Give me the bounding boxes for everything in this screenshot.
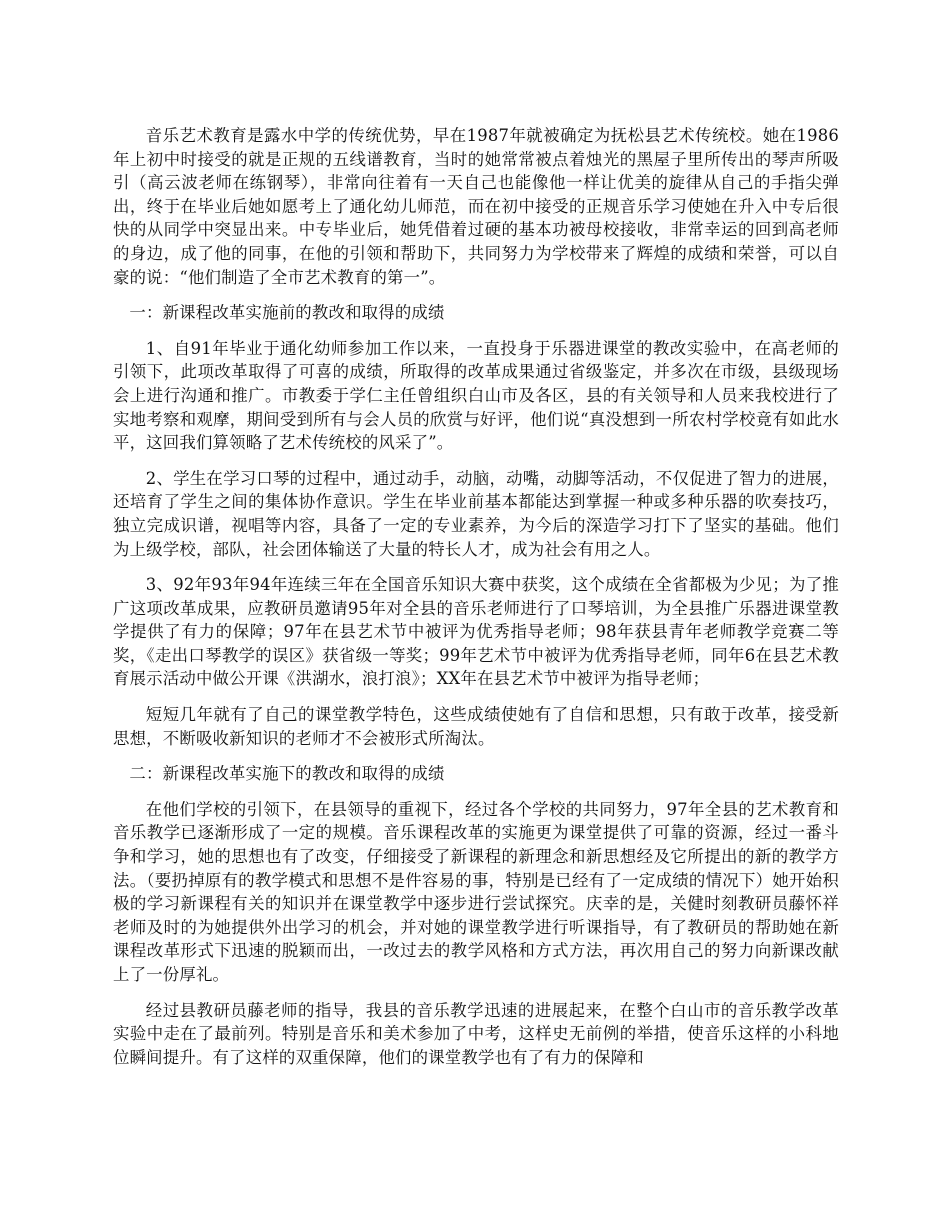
document-page xyxy=(113,124,839,1081)
section-heading-1: 一：新课程改革实施前的教改和取得的成绩 xyxy=(129,303,445,323)
section-1-paragraph-4: 短短几年就有了自己的课堂教学特色，这些成绩使她有了自信和思想，只有敢于改革，接受新思想，不断吸收新知识的老师才不会被形式所淘汰。 xyxy=(113,705,839,748)
section-1-paragraph-2: 2、学生在学习口琴的过程中，通过动手，动脑，动嘴，动脚等活动，不仅促进了智力的进展，还培育了学生之间的集体协作意识。学生在毕业前基本都能达到掌握一种或多种乐器的吹奏技巧，独立完成识谱，视唱等内容，具备了一定的专业素养，为今后的深造学习打下了坚实的基础。他们为上级学校，部队，社会团体输送了大量的特长人才，成为社会有用之人。 xyxy=(113,468,839,559)
intro-paragraph: 音乐艺术教育是露水中学的传统优势，早在1987年就被确定为抚松县艺术传统校。她在1986年上初中时接受的就是正规的五线谱教育，当时的她常常被点着烛光的黑屋子里所传出的琴声所吸引（高云波老师在练钢琴），非常向往着有一天自己也能像他一样让优美的旋律从自己的手指尖弹出，终于在毕业后她如愿考上了通化幼儿师范，而在初中接受的正规音乐学习使她在升入中专后很快的从同学中突显出来。中专毕业后，她凭借着过硬的基本功被母校接收，非常幸运的回到高老师的身边，成了他的同事，在他的引领和帮助下，共同努力为学校带来了辉煌的成绩和荣誉，可以自豪的说：“他们制造了全市艺术教育的第一”。 xyxy=(113,126,839,287)
section-1-paragraph-3: 3、92年93年94年连续三年在全国音乐知识大赛中获奖，这个成绩在全省都极为少见；为了推广这项改革成果，应教研员邀请95年对全县的音乐老师进行了口琴培训，为全县推广乐器进课堂教学提供了有力的保障；97年在县艺术节中被评为优秀指导老师；98年获县青年老师教学竞赛二等奖，《走出口琴教学的误区》获省级一等奖；99年艺术节中被评为优秀指导老师，同年6在县艺术教育展示活动中做公开课《洪湖水，浪打浪》；XX年在县艺术节中被评为指导老师； xyxy=(113,575,839,689)
section-heading-2: 二：新课程改革实施下的教改和取得的成绩 xyxy=(129,764,445,784)
section-2-paragraph-2: 经过县教研员藤老师的指导，我县的音乐教学迅速的进展起来，在整个白山市的音乐教学改革实验中走在了最前列。特别是音乐和美术参加了中考，这样史无前例的举措，使音乐这样的小科地位瞬间提升。有了这样的双重保障，他们的课堂教学也有了有力的保障和 xyxy=(113,1000,839,1067)
section-1-paragraph-1: 1、自91年毕业于通化幼师参加工作以来，一直投身于乐器进课堂的教改实验中，在高老师的引领下，此项改革取得了可喜的成绩，所取得的改革成果通过省级鉴定，并多次在市级，县级现场会上进行沟通和推广。市教委于学仁主任曾组织白山市及各区，县的有关领导和人员来我校进行了实地考察和观摩，期间受到所有与会人员的欣赏与好评，他们说“真没想到一所农村学校竟有如此水平，这回我们算领略了艺术传统校的风采了”。 xyxy=(113,338,839,453)
section-2-paragraph-1: 在他们学校的引领下，在县领导的重视下，经过各个学校的共同努力，97年全县的艺术教育和音乐教学已逐渐形成了一定的规模。音乐课程改革的实施更为课堂提供了可靠的资源，经过一番斗争和学习，她的思想也有了改变，仔细接受了新课程的新理念和新思想经及它所提出的新的教学方法。（要扔掉原有的教学模式和思想不是件容易的事，特别是已经有了一定成绩的情况下）她开始积极的学习新课程有关的知识并在课堂教学中逐步进行尝试探究。庆幸的是，关健时刻教研员藤怀祥老师及时的为她提供外出学习的机会，并对她的课堂教学进行听课指导，有了教研员的帮助她在新课程改革形式下迅速的脱颖而出，一改过去的教学风格和方式方法，再次用自己的努力向新课改献上了一份厚礼。 xyxy=(113,799,839,984)
